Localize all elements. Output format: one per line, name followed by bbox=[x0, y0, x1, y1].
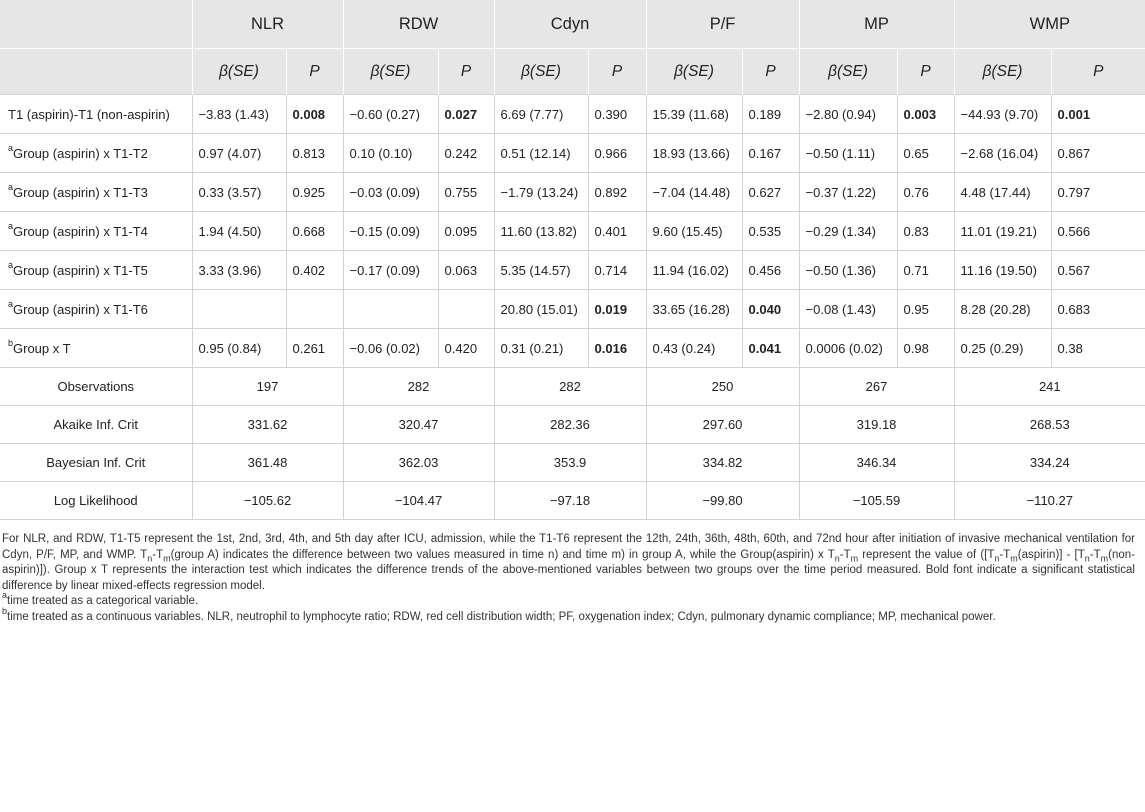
p-value-cell: 0.567 bbox=[1051, 251, 1145, 290]
p-value-cell: 0.402 bbox=[286, 251, 343, 290]
beta-se-header: β(SE) bbox=[343, 49, 438, 95]
beta-se-cell: −0.37 (1.22) bbox=[799, 173, 897, 212]
stat-value-cell: 334.24 bbox=[954, 444, 1145, 482]
p-value-header: P bbox=[588, 49, 646, 95]
beta-se-header: β(SE) bbox=[494, 49, 588, 95]
table-footnotes bbox=[0, 520, 1145, 625]
beta-se-cell: 9.60 (15.45) bbox=[646, 212, 742, 251]
p-value-cell: 0.420 bbox=[438, 329, 494, 368]
beta-se-cell: −0.08 (1.43) bbox=[799, 290, 897, 329]
beta-se-cell: 0.97 (4.07) bbox=[192, 134, 286, 173]
p-value-cell: 0.535 bbox=[742, 212, 799, 251]
table-row bbox=[0, 173, 1145, 212]
p-value-cell: 0.008 bbox=[286, 95, 343, 134]
beta-se-cell: −2.68 (16.04) bbox=[954, 134, 1051, 173]
beta-se-cell: 33.65 (16.28) bbox=[646, 290, 742, 329]
column-header: RDW bbox=[343, 0, 494, 49]
stat-value-cell: 319.18 bbox=[799, 406, 954, 444]
beta-se-cell: 1.94 (4.50) bbox=[192, 212, 286, 251]
p-value-header: P bbox=[438, 49, 494, 95]
stat-value-cell: 267 bbox=[799, 368, 954, 406]
stat-value-cell: 346.34 bbox=[799, 444, 954, 482]
row-label: $^a$Group (aspirin) x T1-T5 bbox=[0, 251, 192, 290]
p-value-cell: 0.867 bbox=[1051, 134, 1145, 173]
stat-value-cell: 250 bbox=[646, 368, 799, 406]
table-header bbox=[0, 0, 1145, 95]
beta-se-cell: −0.29 (1.34) bbox=[799, 212, 897, 251]
beta-se-cell: −0.06 (0.02) bbox=[343, 329, 438, 368]
beta-se-cell: −2.80 (0.94) bbox=[799, 95, 897, 134]
footnote-a: $^a$time treated as a categorical variable. bbox=[2, 590, 199, 607]
beta-se-cell: 0.43 (0.24) bbox=[646, 329, 742, 368]
table-row bbox=[0, 329, 1145, 368]
table-row bbox=[0, 290, 1145, 329]
stat-value-cell: −105.62 bbox=[192, 482, 343, 520]
column-header: P/F bbox=[646, 0, 799, 49]
p-value-cell: 0.001 bbox=[1051, 95, 1145, 134]
p-value-cell bbox=[438, 290, 494, 329]
table-row bbox=[0, 212, 1145, 251]
stat-row bbox=[0, 482, 1145, 520]
p-value-cell: 0.040 bbox=[742, 290, 799, 329]
p-value-cell: 0.83 bbox=[897, 212, 954, 251]
header-row-stats bbox=[0, 49, 1145, 95]
p-value-header: P bbox=[897, 49, 954, 95]
beta-se-cell bbox=[192, 290, 286, 329]
table-body bbox=[0, 95, 1145, 520]
row-label: $^a$Group (aspirin) x T1-T2 bbox=[0, 134, 192, 173]
stat-value-cell: 197 bbox=[192, 368, 343, 406]
beta-se-cell: 0.10 (0.10) bbox=[343, 134, 438, 173]
p-value-cell: 0.38 bbox=[1051, 329, 1145, 368]
stat-row bbox=[0, 368, 1145, 406]
column-header: WMP bbox=[954, 0, 1145, 49]
beta-se-cell: 0.51 (12.14) bbox=[494, 134, 588, 173]
p-value-cell: 0.456 bbox=[742, 251, 799, 290]
beta-se-cell: 0.31 (0.21) bbox=[494, 329, 588, 368]
table-row bbox=[0, 95, 1145, 134]
stat-value-cell: 320.47 bbox=[343, 406, 494, 444]
p-value-cell: 0.98 bbox=[897, 329, 954, 368]
beta-se-header: β(SE) bbox=[799, 49, 897, 95]
p-value-cell: 0.261 bbox=[286, 329, 343, 368]
stat-label: Akaike Inf. Crit bbox=[0, 406, 192, 444]
footnote-b: $^b$time treated as a continuous variables. NLR, neutrophil to lymphocyte ratio; RDW, red cell distribution width; PF, oxygenation index; Cdyn, pulmonary dynamic compliance; MP, mechanical power. bbox=[2, 605, 996, 623]
row-label: $^a$Group (aspirin) x T1-T4 bbox=[0, 212, 192, 251]
stat-value-cell: −97.18 bbox=[494, 482, 646, 520]
p-value-cell: 0.966 bbox=[588, 134, 646, 173]
stat-value-cell: −105.59 bbox=[799, 482, 954, 520]
row-label: $^b$Group x T bbox=[0, 329, 192, 368]
beta-se-cell: 0.0006 (0.02) bbox=[799, 329, 897, 368]
column-header: Cdyn bbox=[494, 0, 646, 49]
footnote-main: For NLR, and RDW, T1-T5 represent the 1st, 2nd, 3rd, 4th, and 5th day after ICU, admission, while the T1-T6 represent the 12th, 24th, 36th, 48th, 60th, and 72nd hour after initiation of invasive mechanical ventilation for Cdyn, P/F, MP, and WMP. $T_n-T_m(group$ A) indicates the difference between two values measured in time n) and time m) in group A, while the Group(aspirin) x $T_n-T_m$ represent the value of ($[T_n-T_m(aspirin)]$ - $[T_n-T_m(non-aspirin)]$). Group x T represents the interaction test which indicates the difference trends of the above-mentioned variables between two groups over the time period measured. Bold font indicate a significant statistical difference by linear mixed-effects regression model. bbox=[2, 533, 1135, 592]
beta-se-cell: 11.16 (19.50) bbox=[954, 251, 1051, 290]
p-value-cell: 0.095 bbox=[438, 212, 494, 251]
p-value-cell: 0.041 bbox=[742, 329, 799, 368]
p-value-cell: 0.627 bbox=[742, 173, 799, 212]
p-value-header: P bbox=[286, 49, 343, 95]
beta-se-cell: 0.33 (3.57) bbox=[192, 173, 286, 212]
footnote-marker: a bbox=[8, 143, 14, 154]
stat-value-cell: 362.03 bbox=[343, 444, 494, 482]
beta-se-cell: 0.95 (0.84) bbox=[192, 329, 286, 368]
p-value-cell: 0.65 bbox=[897, 134, 954, 173]
beta-se-cell: 20.80 (15.01) bbox=[494, 290, 588, 329]
footnote-marker: b bbox=[8, 338, 14, 349]
p-value-cell: 0.797 bbox=[1051, 173, 1145, 212]
beta-se-cell: −44.93 (9.70) bbox=[954, 95, 1051, 134]
beta-se-cell: −1.79 (13.24) bbox=[494, 173, 588, 212]
p-value-cell: 0.003 bbox=[897, 95, 954, 134]
table-row bbox=[0, 134, 1145, 173]
beta-se-cell: −0.03 (0.09) bbox=[343, 173, 438, 212]
beta-se-cell: 15.39 (11.68) bbox=[646, 95, 742, 134]
p-value-cell: 0.71 bbox=[897, 251, 954, 290]
stat-value-cell: 282 bbox=[494, 368, 646, 406]
p-value-cell: 0.892 bbox=[588, 173, 646, 212]
beta-se-cell: 6.69 (7.77) bbox=[494, 95, 588, 134]
beta-se-cell: −0.15 (0.09) bbox=[343, 212, 438, 251]
stat-row bbox=[0, 406, 1145, 444]
stat-value-cell: 282.36 bbox=[494, 406, 646, 444]
header-corner bbox=[0, 0, 192, 49]
stat-label: Observations bbox=[0, 368, 192, 406]
p-value-header: P bbox=[742, 49, 799, 95]
stat-value-cell: 282 bbox=[343, 368, 494, 406]
stat-value-cell: −99.80 bbox=[646, 482, 799, 520]
p-value-cell: 0.668 bbox=[286, 212, 343, 251]
p-value-cell: 0.242 bbox=[438, 134, 494, 173]
stat-value-cell: 268.53 bbox=[954, 406, 1145, 444]
p-value-cell: 0.95 bbox=[897, 290, 954, 329]
p-value-cell: 0.925 bbox=[286, 173, 343, 212]
stat-value-cell: 297.60 bbox=[646, 406, 799, 444]
p-value-header: P bbox=[1051, 49, 1145, 95]
footnote-marker: a bbox=[8, 299, 14, 310]
footnote-marker: a bbox=[8, 182, 14, 193]
p-value-cell: 0.019 bbox=[588, 290, 646, 329]
beta-se-cell: 11.60 (13.82) bbox=[494, 212, 588, 251]
beta-se-cell: 3.33 (3.96) bbox=[192, 251, 286, 290]
stat-value-cell: 353.9 bbox=[494, 444, 646, 482]
p-value-cell: 0.755 bbox=[438, 173, 494, 212]
p-value-cell: 0.566 bbox=[1051, 212, 1145, 251]
row-label: $^a$Group (aspirin) x T1-T6 bbox=[0, 290, 192, 329]
beta-se-cell: 4.48 (17.44) bbox=[954, 173, 1051, 212]
beta-se-cell bbox=[343, 290, 438, 329]
row-label: T1 (aspirin)-T1 (non-aspirin) bbox=[0, 95, 192, 134]
stat-value-cell: 331.62 bbox=[192, 406, 343, 444]
beta-se-cell: −7.04 (14.48) bbox=[646, 173, 742, 212]
table-row bbox=[0, 251, 1145, 290]
beta-se-cell: 5.35 (14.57) bbox=[494, 251, 588, 290]
p-value-cell: 0.683 bbox=[1051, 290, 1145, 329]
footnote-marker: a bbox=[8, 221, 14, 232]
beta-se-header: β(SE) bbox=[646, 49, 742, 95]
stat-label: Bayesian Inf. Crit bbox=[0, 444, 192, 482]
header-row-variables bbox=[0, 0, 1145, 49]
beta-se-cell: 11.01 (19.21) bbox=[954, 212, 1051, 251]
stat-value-cell: −104.47 bbox=[343, 482, 494, 520]
beta-se-cell: 0.25 (0.29) bbox=[954, 329, 1051, 368]
beta-se-cell: 11.94 (16.02) bbox=[646, 251, 742, 290]
beta-se-cell: 8.28 (20.28) bbox=[954, 290, 1051, 329]
p-value-cell bbox=[286, 290, 343, 329]
beta-se-cell: −0.17 (0.09) bbox=[343, 251, 438, 290]
column-header: MP bbox=[799, 0, 954, 49]
stat-label: Log Likelihood bbox=[0, 482, 192, 520]
p-value-cell: 0.76 bbox=[897, 173, 954, 212]
p-value-cell: 0.027 bbox=[438, 95, 494, 134]
stat-value-cell: 334.82 bbox=[646, 444, 799, 482]
stat-value-cell: 361.48 bbox=[192, 444, 343, 482]
p-value-cell: 0.167 bbox=[742, 134, 799, 173]
column-header: NLR bbox=[192, 0, 343, 49]
beta-se-header: β(SE) bbox=[192, 49, 286, 95]
beta-se-header: β(SE) bbox=[954, 49, 1051, 95]
stat-row bbox=[0, 444, 1145, 482]
p-value-cell: 0.401 bbox=[588, 212, 646, 251]
p-value-cell: 0.016 bbox=[588, 329, 646, 368]
beta-se-cell: −0.50 (1.11) bbox=[799, 134, 897, 173]
footnote-marker: a bbox=[8, 260, 14, 271]
stat-value-cell: −110.27 bbox=[954, 482, 1145, 520]
p-value-cell: 0.813 bbox=[286, 134, 343, 173]
p-value-cell: 0.390 bbox=[588, 95, 646, 134]
p-value-cell: 0.063 bbox=[438, 251, 494, 290]
beta-se-cell: −0.60 (0.27) bbox=[343, 95, 438, 134]
beta-se-cell: 18.93 (13.66) bbox=[646, 134, 742, 173]
beta-se-cell: −0.50 (1.36) bbox=[799, 251, 897, 290]
p-value-cell: 0.714 bbox=[588, 251, 646, 290]
beta-se-cell: −3.83 (1.43) bbox=[192, 95, 286, 134]
stat-value-cell: 241 bbox=[954, 368, 1145, 406]
header-corner bbox=[0, 49, 192, 95]
row-label: $^a$Group (aspirin) x T1-T3 bbox=[0, 173, 192, 212]
p-value-cell: 0.189 bbox=[742, 95, 799, 134]
